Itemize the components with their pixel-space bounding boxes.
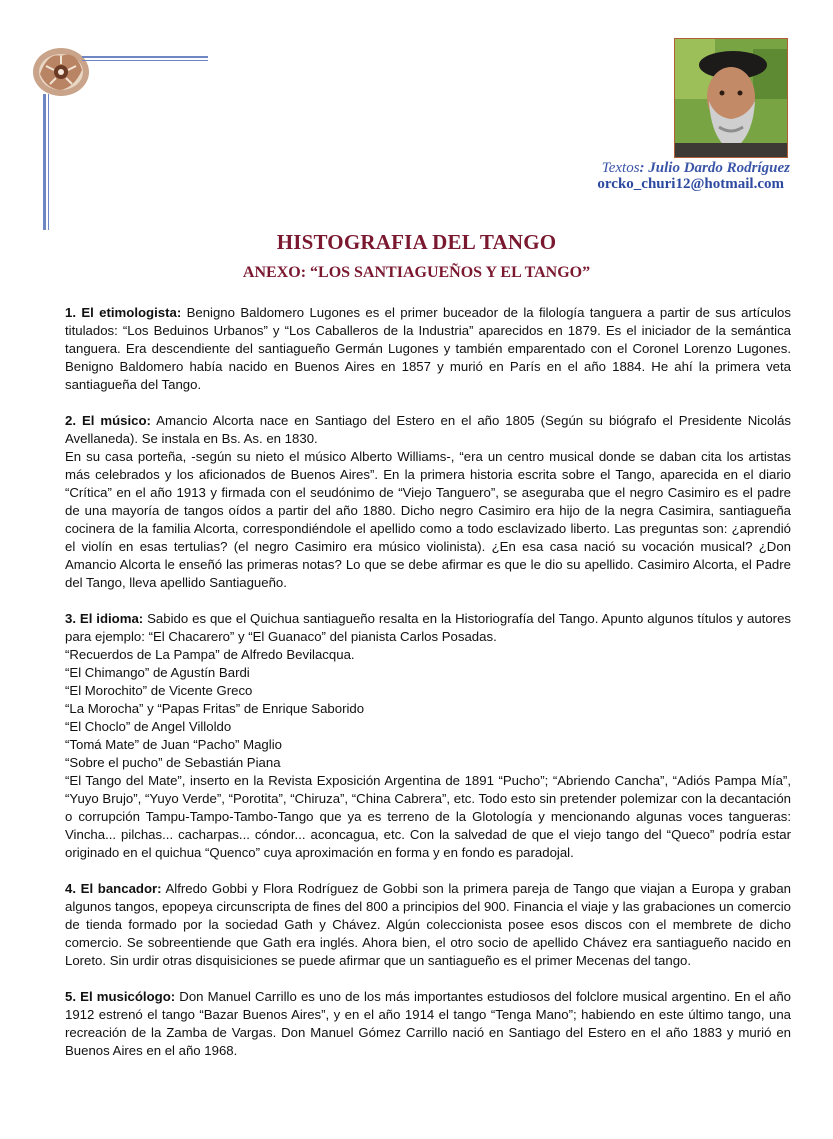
section-musicologo [65, 988, 791, 1060]
paragraph [65, 880, 791, 970]
paragraph-text: Don Manuel Carrillo es uno de los más importantes estudiosos del folclore musical argentino. En el año 1912 estrenó el tango “Bazar Buenos Aires”, y en el año 1914 el tango “Tenga Mano”; habiendo en este último tango, una recreación de la Zamba de Vargas. Don Manuel Gómez Carrillo nació en Santiago del Estero en el año 1883 y murió en Buenos Aires en el año 1968. [65, 989, 791, 1058]
credits [520, 160, 790, 192]
author-email: orcko_churi12@hotmail.com [597, 176, 784, 192]
list-item: “Sobre el pucho” de Sebastián Piana [65, 755, 281, 770]
list-item: “El Choclo” de Angel Villoldo [65, 719, 232, 734]
list-item: “La Morocha” y “Papas Fritas” de Enrique Saborido [65, 701, 365, 716]
section-heading: 2. El músico: [65, 413, 151, 428]
paragraph: En su casa porteña, -según su nieto el músico Alberto Williams-, “era un centro musical donde se daban cita los artistas más celebrados y los aficionados de Buenos Aires”. En la primera historia escrita sobre el Tango, aparecida en el diario “Crítica” en el año 1913 y firmada con el seudónimo de “Viejo Tanguero”, se aseguraba que el negro Casimiro es el padre de una mayoría de tangos oídos a partir del año 1880. Dicho negro Casimiro era hijo de la negra Casimira, santiagueña cocinera de la familia Alcorta, correspondiéndole el apellido como a todo esclavizado liberto. Las preguntas son: ¿aprendió el violín en esas tertulias? (el negro Casimiro era músico violinista). ¿En esa casa nació su vocación musical? ¿Don Amancio Alcorta le enseñó las primeras notas? Lo que se debe afirmar es que le dio su apellido. Casimiro Alcorta, el Padre del Tango, lleva apellido Santiagueño. [65, 449, 791, 590]
ornament-line [48, 94, 49, 230]
paragraph [65, 304, 791, 394]
author-photo [674, 38, 788, 158]
paragraph-text: Benigno Baldomero Lugones es el primer buceador de la filología tanguera a partir de sus artículos titulados: “Los Beduinos Urbanos” y “Los Caballeros de la Industria” aparecidos en 1879. Es el iniciador de la semántica tanguera. Era descendiente del santiagueño Germán Lugones y también emparentado con el Coronel Lorenzo Lugones. Benigno Baldomero había nacido en Buenos Aires en 1857 y murió en París en el año 1884. He ahí la primera veta santiagueña del Tango. [65, 305, 791, 392]
section-bancador [65, 880, 791, 970]
paragraph-text: Amancio Alcorta nace en Santiago del Estero en el año 1805 (Según su biógrafo el Presidente Nicolás Avellaneda). Se instala en Bs. As. en 1830. [65, 413, 792, 446]
paragraph-text: Sabido es que el Quichua santiagueño resalta en la Historiografía del Tango. Apunto algunos títulos y autores para ejemplo: “El Chacarero” y “El Guanaco” del pianista Carlos Posadas. [65, 611, 791, 644]
section-heading: 1. El etimologista: [65, 305, 182, 320]
ornament-line [43, 94, 46, 230]
author-name: : Julio Dardo Rodríguez [639, 160, 790, 176]
section-etimologista [65, 304, 791, 394]
page-subtitle: ANEXO: “LOS SANTIAGUEÑOS Y EL TANGO” [242, 264, 591, 281]
list-item: “El Morochito” de Vicente Greco [65, 683, 253, 698]
paragraph-text: Alfredo Gobbi y Flora Rodríguez de Gobbi son la primera pareja de Tango que viajan a Europa y graban algunos tangos, epopeya circunscripta de fines del 800 a principios del 900. Financia el viaje y las grabaciones un comercio de tienda formado por la sociedad Gath y Chávez. Algún coleccionista posee esos discos con el membrete de dicho comercio. Se sobreentiende que Gath era inglés. Ahora bien, el otro socio de apellido Chávez era santiagueño nacido en Loreto. Sin urdir otras disquisiciones se puede afirmar que un santiagueño es el primer Mecenas del tango. [65, 881, 791, 968]
credit-prefix: Textos [601, 160, 640, 176]
section-musico [65, 412, 791, 592]
section-heading: 5. El musicólogo: [65, 989, 176, 1004]
list-item: “El Chimango” de Agustín Bardi [65, 665, 250, 680]
ornament-line [82, 60, 208, 61]
ornament-line [82, 56, 208, 58]
paragraph: “El Tango del Mate”, inserto en la Revista Exposición Argentina de 1891 “Pucho”; “Abriendo Cancha”, “Adiós Pampa Mía”, “Yuyo Brujo”, “Yuyo Verde”, “Porotita”, “Chiruza”, “China Cabrera”, etc. Todo esto sin pretender polemizar con la decantación o corrupción Tampu-Tampo-Tambo-Tango que ya es terreno de la Glotología y mencionando algunas voces tangueras: Vincha... pilchas... cacharpas... cóndor... aconcagua, etc. Con la salvedad de que el viejo tango del “Queco” podría estar originado en el quichua “Quenco” cuya aproximación en forma y en fondo es paradojal. [65, 773, 791, 860]
shell-ornament-icon [30, 44, 92, 100]
credit-line [520, 160, 790, 176]
section-heading: 3. El idioma: [65, 611, 144, 626]
paragraph [65, 988, 791, 1060]
page-title: HISTOGRAFIA DEL TANGO [276, 230, 557, 254]
list-item: “Recuerdos de La Pampa” de Alfredo Bevilacqua. [65, 647, 355, 662]
list-item: “Tomá Mate” de Juan “Pacho” Maglio [65, 737, 282, 752]
section-heading: 4. El bancador: [65, 881, 162, 896]
paragraph [65, 412, 791, 448]
article-body [65, 304, 791, 1078]
paragraph [65, 610, 791, 646]
section-idioma [65, 610, 791, 862]
